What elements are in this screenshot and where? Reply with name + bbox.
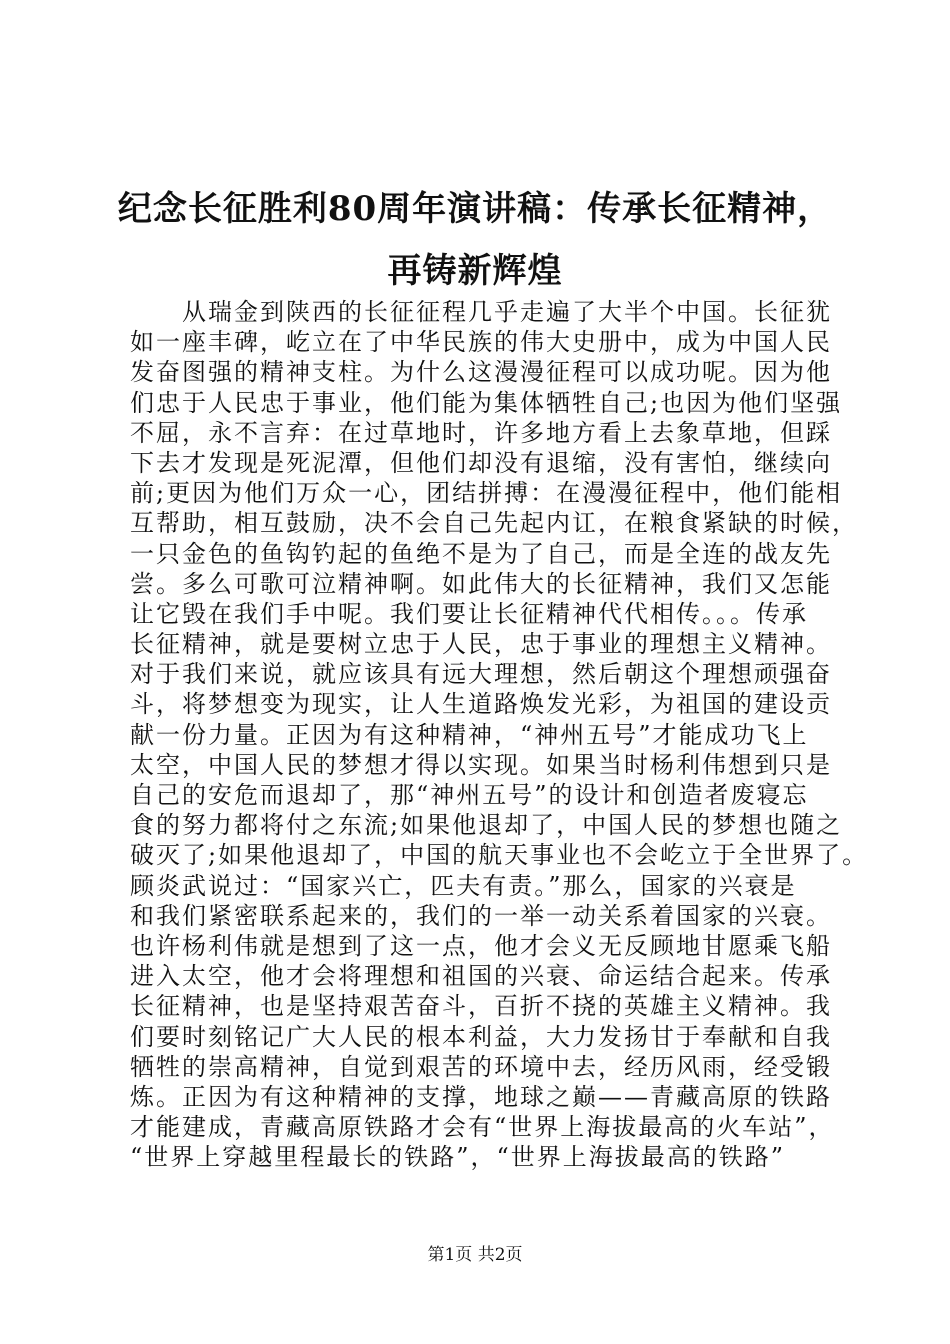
body-text-line: 食的努力都将付之东流;如果他退却了，中国人民的梦想也随之: [130, 811, 843, 840]
body-text-line: 下去才发现是死泥潭，但他们却没有退缩，没有害怕，继续向: [130, 448, 832, 477]
body-text-line: 互帮助，相互鼓励，决不会自己先起内讧，在粮食紧缺的时候，: [130, 509, 858, 538]
body-text-line: 献一份力量。正因为有这种精神，“神州五号”才能成功飞上: [130, 720, 809, 749]
body-text-line: 斗，将梦想变为现实，让人生道路焕发光彩，为祖国的建设贡: [130, 690, 832, 719]
document-title-line-1: 纪念长征胜利80周年演讲稿：传承长征精神，: [117, 189, 833, 229]
body-text-line: 进入太空，他才会将理想和祖国的兴衰、命运结合起来。传承: [130, 962, 832, 991]
body-text-line: 如一座丰碑，屹立在了中华民族的伟大史册中，成为中国人民: [130, 328, 832, 357]
body-text-line: 长征精神，就是要树立忠于人民，忠于事业的理想主义精神。: [130, 630, 832, 659]
page-footer: 第1页 共2页: [427, 1245, 523, 1265]
body-text-line: 发奋图强的精神支柱。为什么这漫漫征程可以成功呢。因为他: [130, 358, 832, 387]
body-text-line: 一只金色的鱼钩钓起的鱼绝不是为了自己，而是全连的战友先: [130, 539, 832, 568]
document-title-line-2: 再铸新辉煌: [387, 251, 563, 291]
body-text-line: 顾炎武说过：“国家兴亡，匹夫有责。”那么，国家的兴衰是: [130, 871, 797, 900]
body-text-line: 炼。正因为有这种精神的支撑，地球之巅——青藏高原的铁路: [130, 1082, 832, 1111]
body-text-line: 对于我们来说，就应该具有远大理想，然后朝这个理想顽强奋: [130, 660, 832, 689]
body-text-line: 和我们紧密联系起来的，我们的一举一动关系着国家的兴衰。: [130, 901, 832, 930]
body-text-line: 们忠于人民忠于事业，他们能为集体牺牲自己;也因为他们坚强: [130, 388, 843, 417]
body-text-line: 自己的安危而退却了，那“神州五号”的设计和创造者废寝忘: [130, 781, 809, 809]
body-text-line: 长征精神，也是坚持艰苦奋斗，百折不挠的英雄主义精神。我: [130, 992, 832, 1021]
body-text-line: 尝。多么可歌可泣精神啊。如此伟大的长征精神，我们又怎能: [130, 569, 832, 598]
body-text-line: 让它毁在我们手中呢。我们要让长征精神代代相传。。。传承: [130, 599, 808, 628]
body-text-line: 破灭了;如果他退却了，中国的航天事业也不会屹立于全世界了。: [130, 841, 869, 870]
body-text-line: 们要时刻铭记广大人民的根本利益，大力发扬甘于奉献和自我: [130, 1022, 832, 1051]
body-text-line: 太空，中国人民的梦想才得以实现。如果当时杨利伟想到只是: [130, 750, 832, 779]
document-body: [130, 297, 869, 1172]
body-text-line: 才能建成，青藏高原铁路才会有“世界上海拔最高的火车站”，: [130, 1113, 835, 1142]
body-text-line: 也许杨利伟就是想到了这一点，他才会义无反顾地甘愿乘飞船: [130, 931, 832, 960]
body-text-line: 牺牲的崇高精神，自觉到艰苦的环境中去，经历风雨，经受锻: [130, 1052, 832, 1081]
body-text-line: 前;更因为他们万众一心，团结拼搏：在漫漫征程中，他们能相: [130, 479, 843, 508]
body-text-line: 不屈，永不言弃：在过草地时，许多地方看上去象草地，但踩: [130, 418, 832, 447]
body-text-line: “世界上穿越里程最长的铁路”，“世界上海拔最高的铁路”: [130, 1143, 786, 1172]
body-text-line: 从瑞金到陕西的长征征程几乎走遍了大半个中国。长征犹: [182, 298, 832, 326]
